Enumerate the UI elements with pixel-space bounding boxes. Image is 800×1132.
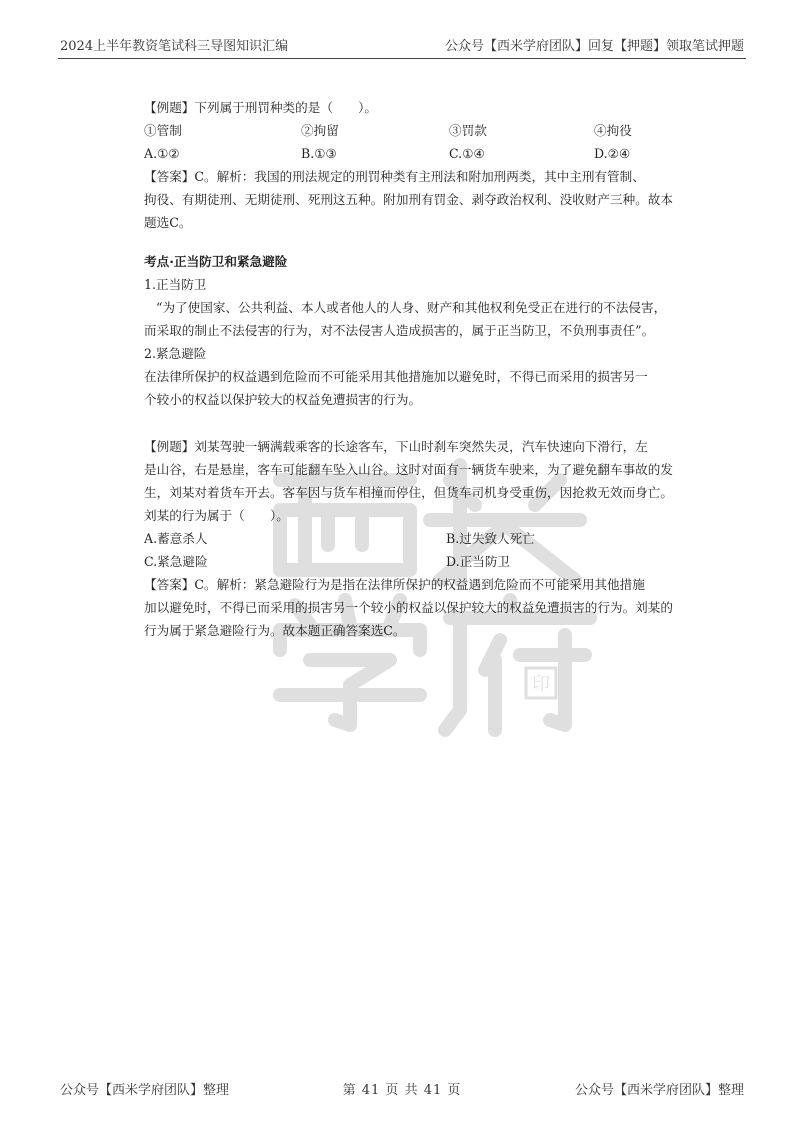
page-header bbox=[60, 34, 744, 54]
subsection-title: 2.紧急避险 bbox=[144, 346, 207, 361]
example1-question: 【例题】下列属于刑罚种类的是（ ）。 bbox=[144, 100, 377, 115]
answer-line: 加以避免时，不得已而采用的损害另一个较小的权益以保护较大的权益免遭损害的行为。刘某的 bbox=[144, 600, 673, 615]
question-line: 【例题】刘某驾驶一辆满载乘客的长途客车，下山时刹车突然失灵，汽车快速向下滑行，左 bbox=[144, 439, 648, 454]
example1-item: ①管制 bbox=[144, 123, 182, 138]
example2-answer bbox=[144, 573, 692, 642]
footer-right-text: 公众号【西米学府团队】整理 bbox=[574, 1083, 744, 1098]
question-line: 生，刘某对着货车开去。客车因与货车相撞而停住，但货车司机身受重伤，因抢救无效而身亡。 bbox=[144, 485, 673, 500]
footer-left-text: 公众号【西米学府团队】整理 bbox=[60, 1083, 230, 1098]
example1-option: B.①③ bbox=[301, 146, 337, 161]
answer-line: 【答案】C。解析：我国的刑法规定的刑罚种类有主刑法和附加刑两类，其中主刑有管制、 bbox=[144, 169, 645, 184]
example1-items bbox=[144, 119, 692, 142]
definition-line: “为了使国家、公共利益、本人或者他人的人身、财产和其他权利免受正在进行的不法侵害， bbox=[156, 300, 667, 315]
example2-options bbox=[144, 527, 692, 573]
header-right-text: 公众号【西米学府团队】回复【押题】领取笔试押题 bbox=[444, 39, 744, 54]
example2-option: C.紧急避险 bbox=[144, 554, 208, 569]
watermark-stamp: 印 bbox=[532, 674, 550, 695]
example1-options bbox=[144, 142, 692, 165]
definition-line: 而采取的制止不法侵害的行为，对不法侵害人造成损害的，属于正当防卫，不负刑事责任”。 bbox=[144, 323, 655, 338]
page-content bbox=[144, 96, 692, 642]
question-line: 是山谷，右是悬崖，客车可能翻车坠入山谷。这时对面有一辆货车驶来，为了避免翻车事故的发 bbox=[144, 462, 673, 477]
example1-item: ③罚款 bbox=[449, 123, 487, 138]
example2-option: A.蓄意杀人 bbox=[144, 531, 208, 546]
example2-option: D.正当防卫 bbox=[446, 554, 511, 569]
question-line: 刘某的行为属于（ ）。 bbox=[144, 508, 289, 523]
example2-option: B.过失致人死亡 bbox=[446, 531, 535, 546]
page-number: 第 41 页 共 41 页 bbox=[342, 1083, 462, 1098]
example1-option: C.①④ bbox=[449, 146, 485, 161]
example1-answer bbox=[144, 165, 692, 234]
header-divider bbox=[58, 58, 746, 59]
example1-item: ④拘役 bbox=[594, 123, 632, 138]
header-left-text: 2024上半年教资笔试科三导图知识汇编 bbox=[60, 39, 289, 54]
definition-emergency-avoidance bbox=[144, 365, 692, 411]
definition-line: 个较小的权益以保护较大的权益免遭损害的行为。 bbox=[144, 392, 422, 407]
definition-line: 在法律所保护的权益遇到危险而不可能采用其他措施加以避免时，不得已而采用的损害另一 bbox=[144, 369, 648, 384]
page-footer bbox=[60, 1079, 744, 1099]
example1-option: A.①② bbox=[144, 146, 180, 161]
section-title: 考点·正当防卫和紧急避险 bbox=[144, 254, 288, 269]
answer-line: 行为属于紧急避险行为。故本题正确答案选C。 bbox=[144, 623, 406, 638]
definition-self-defense bbox=[144, 296, 692, 342]
subsection-title: 1.正当防卫 bbox=[144, 277, 207, 292]
answer-line: 【答案】C。解析：紧急避险行为是指在法律所保护的权益遇到危险而不可能采用其他措施 bbox=[144, 577, 645, 592]
example1-option: D.②④ bbox=[594, 146, 631, 161]
example2-question bbox=[144, 435, 692, 527]
example1-item: ②拘留 bbox=[301, 123, 339, 138]
answer-line: 题选C。 bbox=[144, 215, 192, 230]
answer-line: 拘役、有期徒刑、无期徒刑、死刑这五种。附加刑有罚金、剥夺政治权利、没收财产三种。故本 bbox=[144, 192, 673, 207]
